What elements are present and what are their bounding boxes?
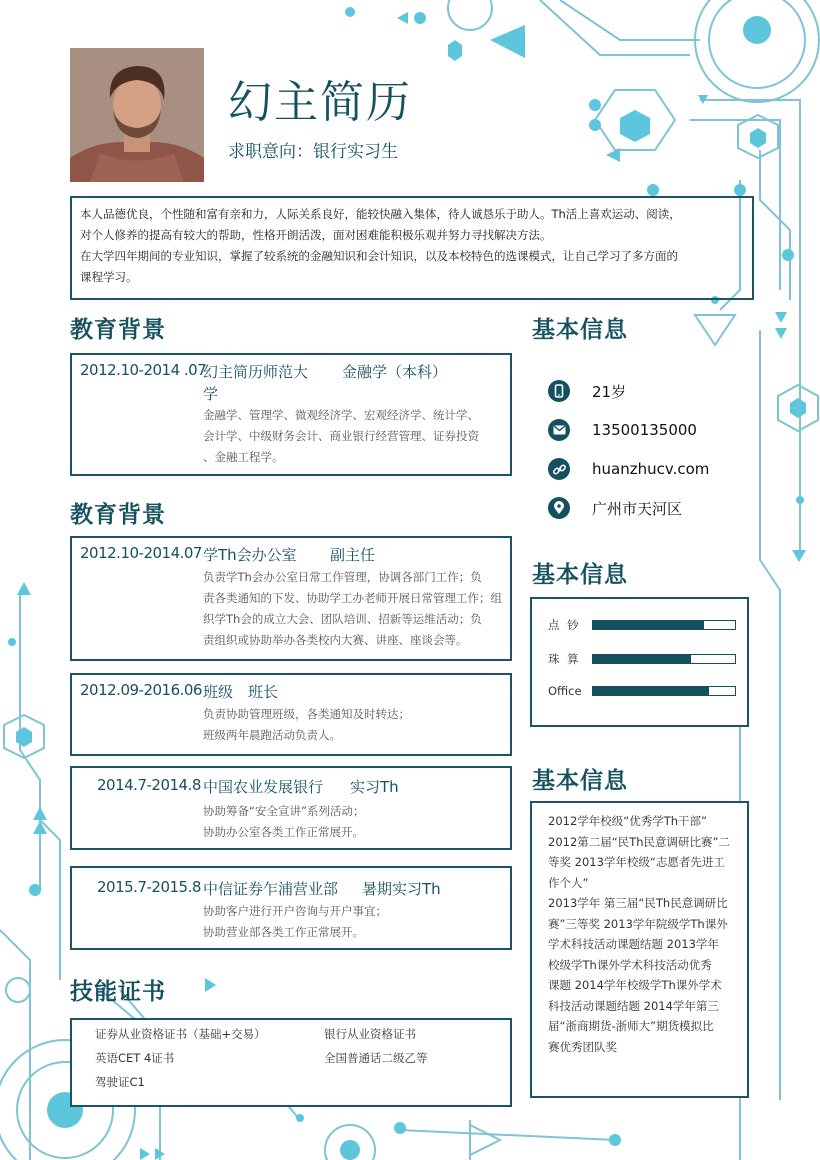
- job-intent: 求职意向：银行实习生: [228, 142, 398, 162]
- skill-label: Office: [548, 684, 582, 698]
- experience-desc: [203, 801, 364, 843]
- award-line: 课题 2014学年校级学Th课外学术: [548, 978, 722, 992]
- skill-row: [548, 684, 736, 698]
- desc-line: 协助营业部各类工作正常展开。: [203, 925, 364, 939]
- certificate-item: 全国普通话二级乙等: [324, 1051, 428, 1065]
- awards-heading: 基本信息: [532, 768, 628, 794]
- desc-line: 协助客户进行开户咨询与开户事宜；: [203, 904, 387, 918]
- desc-line: 班级两年晨跑活动负责人。: [203, 728, 341, 742]
- skill-row: [548, 617, 736, 633]
- experience-card: [70, 766, 512, 850]
- award-line: 校级学Th课外学术科技活动优秀: [548, 957, 712, 972]
- experience-title: 中国农业发展银行: [203, 778, 324, 796]
- education-heading: 教育背景: [70, 317, 166, 343]
- award-line: 届“浙商期货-浙师大”期货模拟比: [548, 1019, 714, 1033]
- skill-bar: [592, 654, 736, 664]
- experience-heading: 教育背景: [70, 502, 166, 528]
- skills-heading: 基本信息: [532, 562, 628, 588]
- experience-date: 2015.7-2015.8: [97, 878, 201, 896]
- summary-line: 对个人修养的提高有较大的帮助，性格开朗活泼，面对困难能积极乐观并努力寻找解决方法。: [80, 228, 552, 242]
- experience-desc: [203, 567, 502, 651]
- info-text: huanzhucv.com: [592, 460, 710, 478]
- award-line: 2013学年 第三届“民Th民意调研比: [548, 896, 728, 910]
- info-text: 21岁: [592, 382, 627, 401]
- skill-bar: [592, 686, 736, 696]
- desc-line: 协助筹备“安全宣讲”系列活动；: [203, 804, 365, 818]
- desc-line: 责组织或协助举办各类校内大赛、讲座、座谈会等。: [203, 633, 468, 647]
- award-line: 作个人”: [548, 875, 589, 890]
- skills-card: [530, 597, 749, 727]
- education-card: [70, 353, 512, 476]
- basic-info-heading: 基本信息: [532, 317, 628, 343]
- location-icon: [548, 497, 570, 519]
- experience-title: 学Th会办公室: [203, 546, 297, 564]
- experience-date: 2012.09-2016.06: [80, 681, 202, 699]
- skill-bar: [592, 620, 736, 630]
- certificate-item: 证券从业资格证书（基础+交易）: [95, 1027, 266, 1041]
- experience-card: [70, 866, 512, 950]
- info-website: [548, 458, 709, 480]
- summary-line: 课程学习。: [80, 270, 138, 284]
- certificate-item: 英语CET 4证书: [95, 1051, 175, 1065]
- certificate-item: 驾驶证C1: [95, 1075, 145, 1089]
- info-location: [548, 497, 682, 519]
- award-line: 赛优秀团队奖: [548, 1039, 617, 1054]
- experience-role: 班长: [248, 683, 279, 701]
- skill-bar-fill: [593, 621, 704, 629]
- experience-title: 中信证券乍浦营业部: [203, 880, 339, 898]
- summary-line: 本人品德优良，个性随和富有亲和力，人际关系良好，能较快融入集体，待人诚恳乐于助人。Th活上喜欢运动、阅读，: [80, 207, 681, 221]
- course-line: 、金融工程学。: [203, 450, 284, 464]
- skill-bar-fill: [593, 687, 709, 695]
- awards-list: [548, 811, 730, 1057]
- experience-date: 2014.7-2014.8: [97, 776, 201, 794]
- course-line: 会计学、中级财务会计、商业银行经营管理、证券投资: [203, 429, 479, 443]
- summary-line: 在大学四年期间的专业知识，掌握了较系统的金融知识和会计知识，以及本校特色的选课模式，让自己学习了多方面的: [80, 249, 678, 263]
- link-icon: [548, 458, 570, 480]
- certificates-card: [70, 1018, 512, 1107]
- school-name-wrap: 学: [203, 385, 219, 403]
- award-line: 赛”三等奖 2013学年院级学Th课外: [548, 916, 728, 931]
- experience-role: 暑期实习Th: [362, 880, 441, 898]
- info-text: 广州市天河区: [592, 499, 683, 518]
- education-date: 2012.10-2014 .07: [80, 361, 207, 379]
- award-line: 科技活动课题结题 2014学年第三: [548, 998, 719, 1013]
- experience-date: 2012.10-2014.07: [80, 544, 202, 562]
- info-text: 13500135000: [592, 421, 697, 439]
- portrait-image: [70, 48, 204, 182]
- certificate-item: 银行从业资格证书: [324, 1027, 416, 1041]
- mail-icon: [548, 419, 570, 441]
- course-list: [203, 405, 479, 468]
- skill-row: [548, 651, 736, 667]
- award-line: 等奖 2013学年校级“志愿者先进工: [548, 855, 725, 869]
- certificates-heading: 技能证书: [70, 979, 166, 1005]
- experience-desc: [203, 901, 387, 943]
- desc-line: 责各类通知的下发、协助学工办老师开展日常管理工作；组: [203, 591, 502, 605]
- desc-line: 负责协助管理班级，各类通知及时转达；: [203, 707, 410, 721]
- self-summary: [70, 196, 754, 300]
- info-phone: [548, 419, 697, 441]
- experience-role: 副主任: [330, 546, 376, 564]
- awards-card: [530, 801, 749, 1098]
- major: 金融学（本科）: [342, 363, 448, 381]
- award-line: 2012第二届“民Th民意调研比赛”二: [548, 834, 730, 849]
- skill-bar-fill: [593, 655, 691, 663]
- school-name: 幻主简历师范大: [203, 363, 309, 381]
- desc-line: 负责学Th会办公室日常工作管理，协调各部门工作；负: [203, 570, 482, 584]
- desc-line: 协助办公室各类工作正常展开。: [203, 825, 364, 839]
- award-line: 学术科技活动课题结题 2013学年: [548, 937, 719, 951]
- experience-card: [70, 536, 512, 661]
- course-line: 金融学、管理学、微观经济学、宏观经济学、统计学、: [203, 408, 479, 422]
- experience-card: [70, 673, 512, 756]
- skill-label: 珠 算: [548, 652, 581, 666]
- desc-line: 织学Th会的成立大会、团队培训、招新等运维活动；负: [203, 612, 482, 626]
- phone-icon: [548, 380, 570, 402]
- info-age: [548, 380, 626, 402]
- page-title: 幻主简历: [228, 77, 412, 128]
- avatar: [70, 48, 204, 182]
- experience-desc: [203, 704, 410, 746]
- skill-label: 点 钞: [548, 618, 581, 632]
- award-line: 2012学年校级“优秀学Th干部”: [548, 814, 707, 828]
- experience-role: 实习Th: [350, 778, 399, 796]
- experience-title: 班级: [203, 683, 234, 701]
